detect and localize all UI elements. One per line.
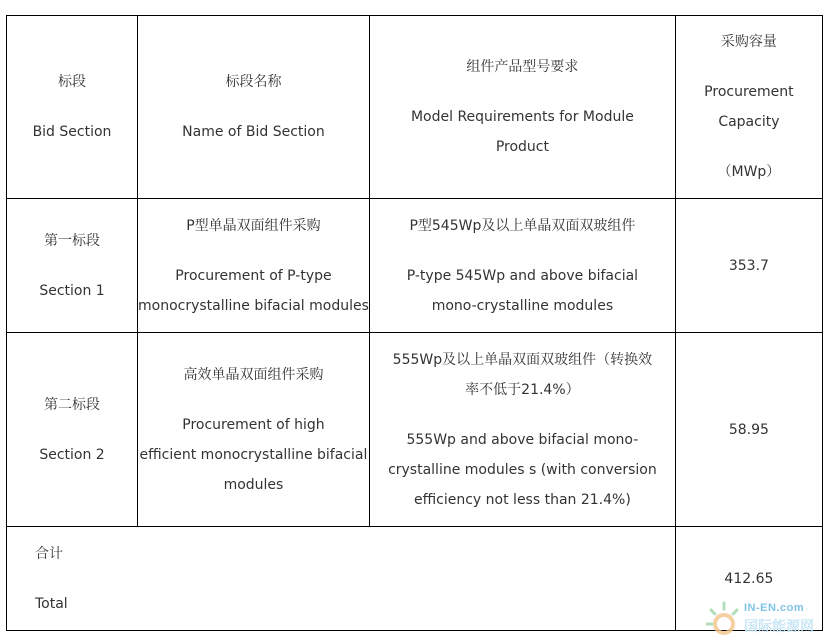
capacity-cell — [675, 333, 822, 527]
model-en-3: efficiency not less than 21.4%) — [414, 491, 631, 508]
model-cn-1: 555Wp及以上单晶双面双玻组件（转换效 — [392, 351, 653, 368]
model-en-2: mono-crystalline modules — [431, 297, 614, 314]
table-row — [7, 199, 823, 333]
header-model-en-1: Model Requirements for Module — [410, 109, 634, 125]
section-en: Section 1 — [39, 282, 105, 299]
name-en-3: modules — [223, 476, 284, 493]
header-name-cn: 标段名称 — [225, 74, 282, 90]
capacity-value: 353.7 — [728, 257, 769, 274]
header-model-cn: 组件产品型号要求 — [466, 59, 579, 75]
model-cell — [369, 199, 675, 333]
name-en-2: efficient monocrystalline bifacial — [139, 446, 368, 463]
name-en-2: monocrystalline bifacial modules — [138, 297, 369, 314]
model-cell — [369, 333, 675, 527]
header-model-en-2: Product — [495, 139, 549, 155]
total-row — [7, 527, 823, 631]
header-model — [369, 16, 675, 199]
name-cell — [138, 333, 370, 527]
section-cn: 第一标段 — [44, 232, 100, 249]
capacity-value: 58.95 — [728, 421, 769, 438]
watermark-logo — [706, 600, 818, 640]
section-cell — [7, 199, 138, 333]
header-row — [7, 16, 823, 199]
header-capacity-en-1: Procurement — [704, 84, 794, 100]
capacity-cell — [675, 199, 822, 333]
sun-logo-icon — [706, 600, 742, 640]
model-cn: P型545Wp及以上单晶双面双玻组件 — [409, 217, 636, 234]
header-name-en: Name of Bid Section — [182, 124, 325, 140]
header-capacity-en-2: Capacity — [718, 114, 780, 130]
header-capacity — [675, 16, 822, 199]
model-en-2: crystalline modules s (with conversion — [388, 461, 657, 478]
name-cell — [138, 199, 370, 333]
header-bid-section — [7, 16, 138, 199]
header-bid-section-en: Bid Section — [32, 124, 112, 140]
name-en-1: Procurement of P-type — [175, 267, 332, 284]
model-cn-2: 率不低于21.4%） — [465, 381, 580, 398]
total-capacity-value: 412.65 — [724, 570, 774, 587]
header-bid-section-cn: 标段 — [58, 74, 86, 90]
watermark-en: IN-EN.com — [744, 602, 805, 614]
header-capacity-cn: 采购容量 — [720, 34, 777, 50]
name-en-1: Procurement of high — [182, 416, 325, 433]
name-cn: 高效单晶双面组件采购 — [183, 366, 324, 383]
model-en-1: 555Wp and above bifacial mono- — [406, 431, 639, 448]
model-en-1: P-type 545Wp and above bifacial — [406, 267, 639, 284]
watermark-cn: 国际能源网 — [744, 619, 814, 635]
section-cn: 第二标段 — [44, 396, 100, 413]
section-en: Section 2 — [39, 446, 105, 463]
table-row — [7, 333, 823, 527]
total-label-cn: 合计 — [35, 545, 63, 562]
name-cn: P型单晶双面组件采购 — [186, 217, 321, 234]
total-label-cell — [7, 527, 676, 631]
header-capacity-unit: （MWp） — [717, 164, 781, 180]
bid-section-table — [6, 15, 823, 631]
header-name — [138, 16, 370, 199]
total-label-en: Total — [35, 595, 68, 612]
section-cell — [7, 333, 138, 527]
